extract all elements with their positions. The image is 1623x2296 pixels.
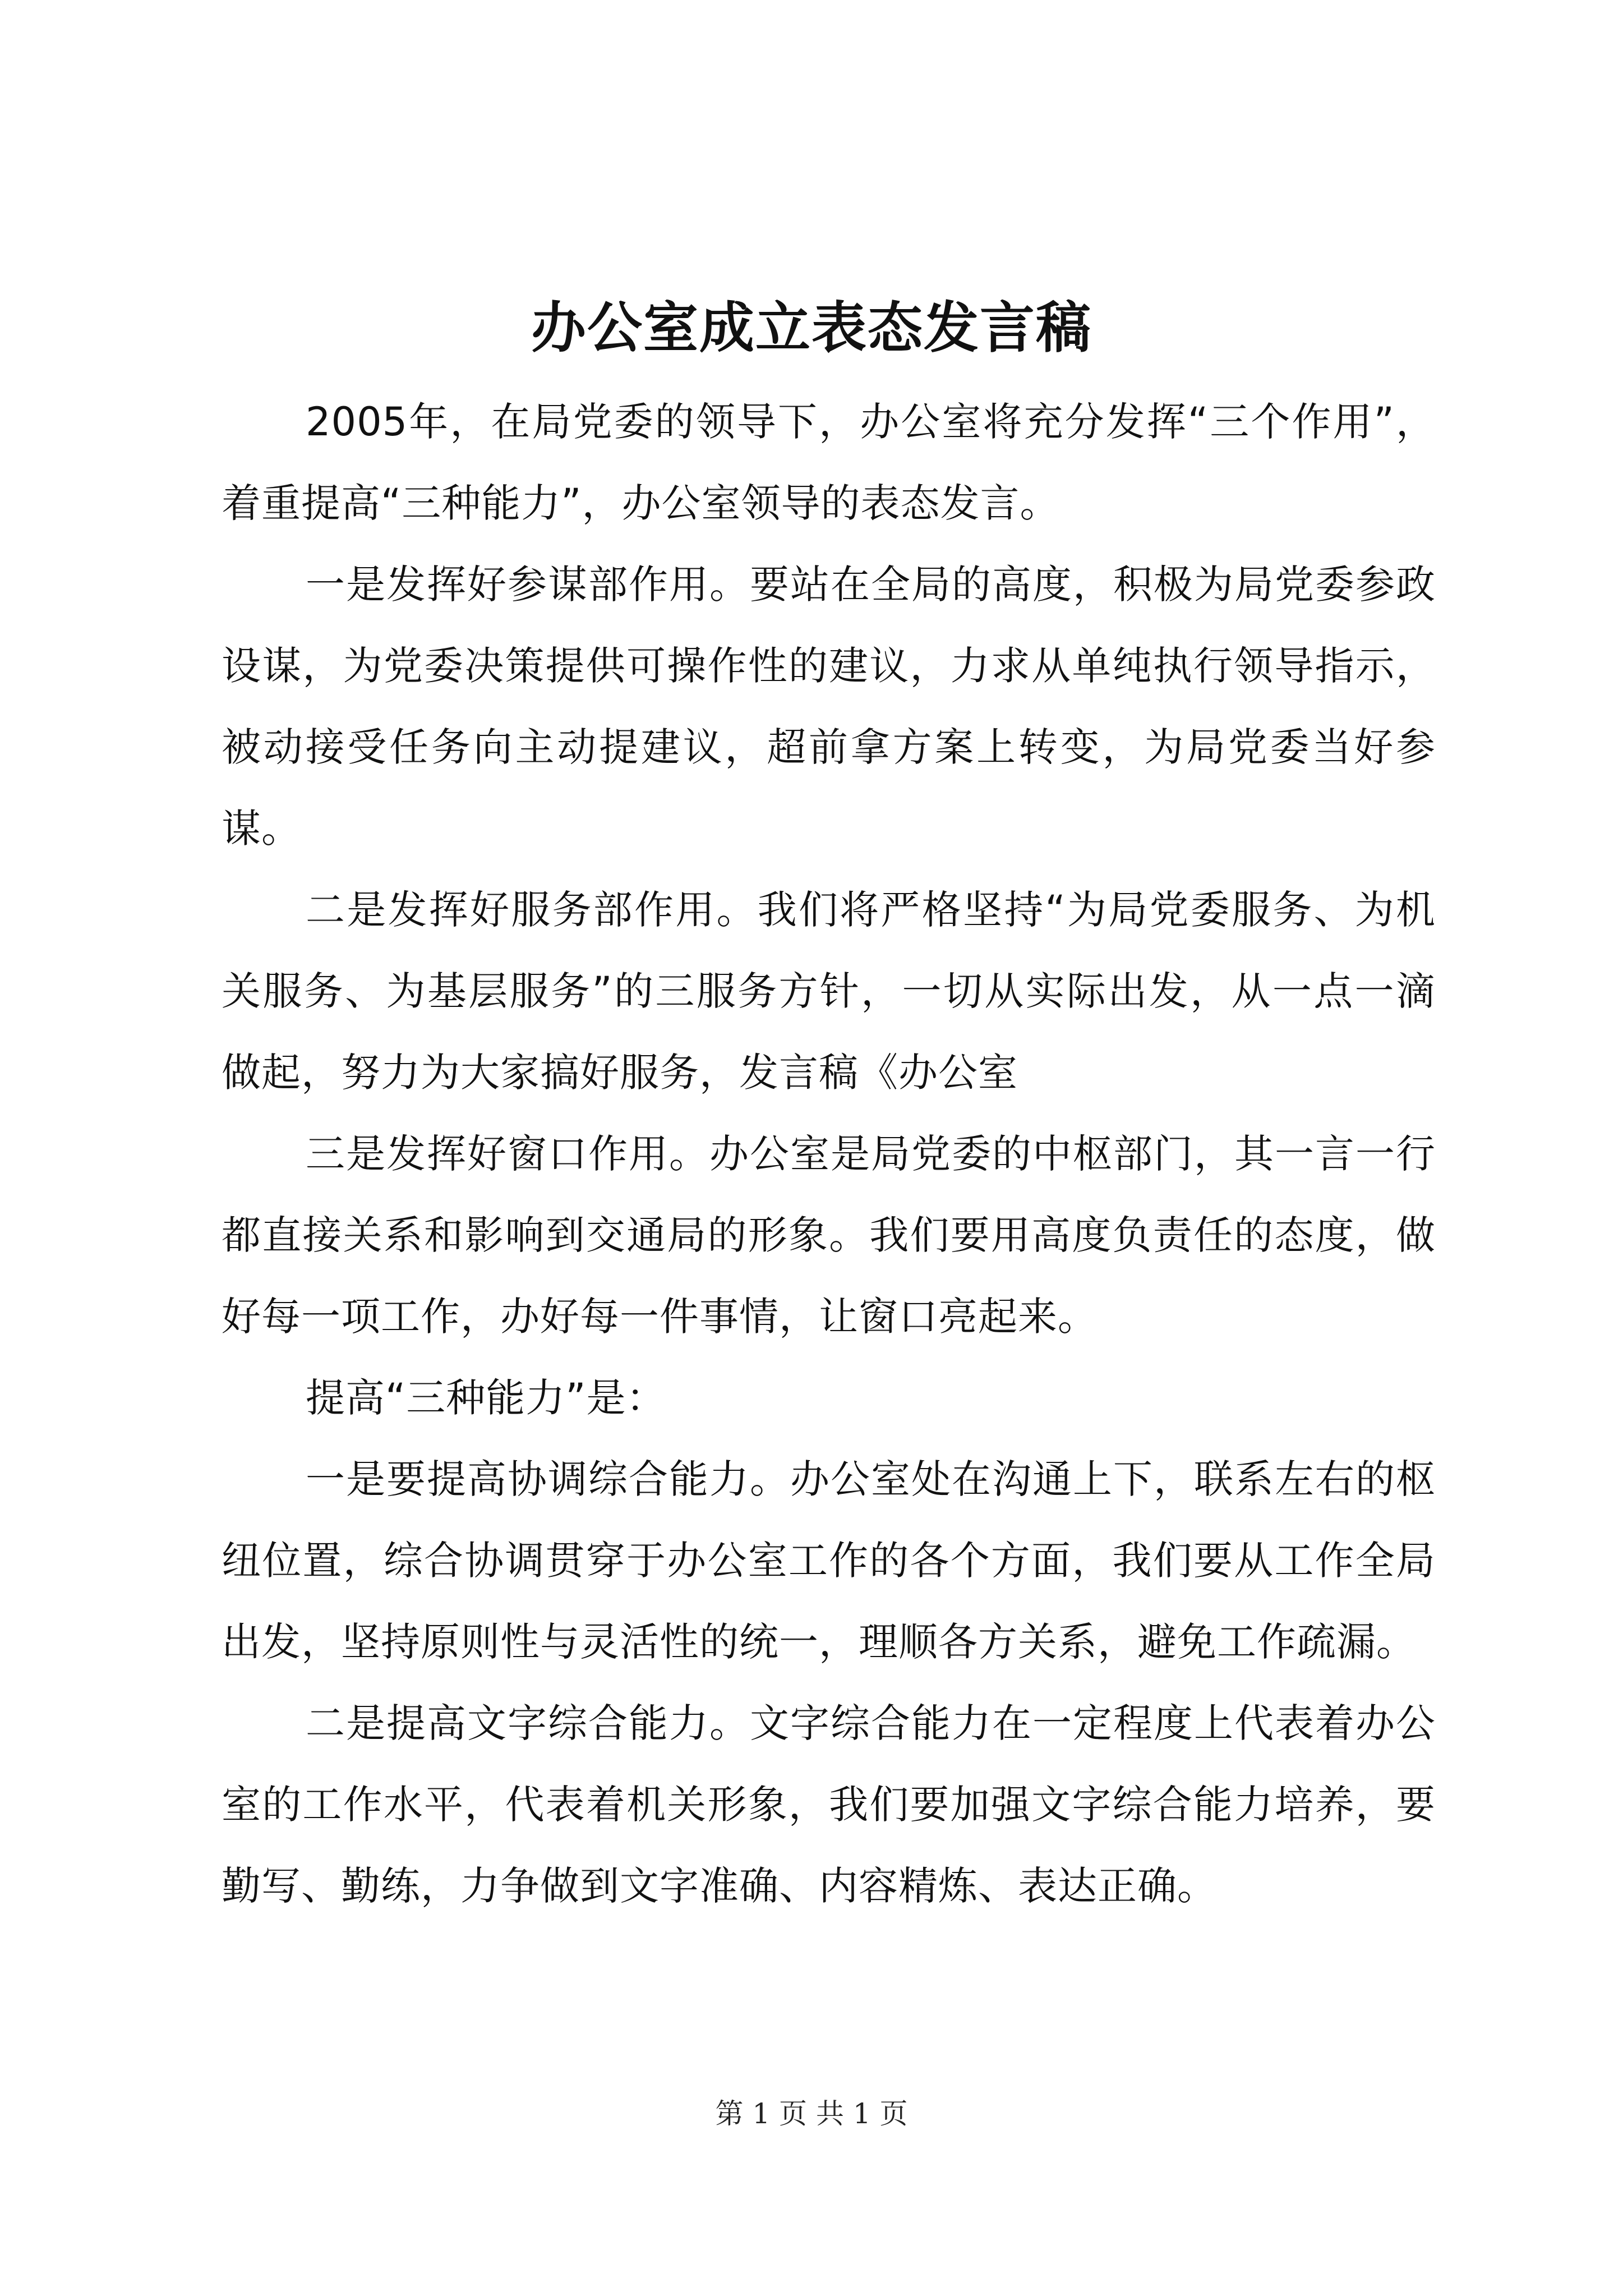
paragraph-abilities-heading: 提高“三种能力”是：: [306, 1375, 666, 1421]
document-body: [222, 381, 1436, 1927]
paragraph-advisor-role: 一是发挥好参谋部作用。要站在全局的高度，积极为局党委参政设谋，为党委决策提供可操作性的建议，力求从单纯执行领导指示，被动接受任务向主动提建议，超前拿方案上转变，为局党委当好参谋。: [222, 562, 1436, 852]
paragraph-coordination-ability: 一是要提高协调综合能力。办公室处在沟通上下，联系左右的枢纽位置，综合协调贯穿于办公室工作的各个方面，我们要从工作全局出发，坚持原则性与灵活性的统一，理顺各方关系，避免工作疏漏。: [222, 1456, 1436, 1665]
paragraph-window-role: 三是发挥好窗口作用。办公室是局党委的中枢部门，其一言一行都直接关系和影响到交通局的形象。我们要用高度负责任的态度，做好每一项工作，办好每一件事情，让窗口亮起来。: [222, 1131, 1436, 1340]
paragraph-writing-ability: 二是提高文字综合能力。文字综合能力在一定程度上代表着办公室的工作水平，代表着机关形象，我们要加强文字综合能力培养，要勤写、勤练，力争做到文字准确、内容精炼、表达正确。: [222, 1700, 1436, 1909]
page-footer: 第 1 页 共 1 页: [715, 2097, 908, 2130]
paragraph-service-role: 二是发挥好服务部作用。我们将严格坚持“为局党委服务、为机关服务、为基层服务”的三服务方针，一切从实际出发，从一点一滴做起，努力为大家搞好服务，发言稿《办公室: [222, 887, 1436, 1096]
document-title: 办公室成立表态发言稿: [531, 296, 1092, 360]
paragraph-intro: 2005年，在局党委的领导下，办公室将充分发挥“三个作用”，着重提高“三种能力”，办公室领导的表态发言。: [222, 399, 1436, 526]
